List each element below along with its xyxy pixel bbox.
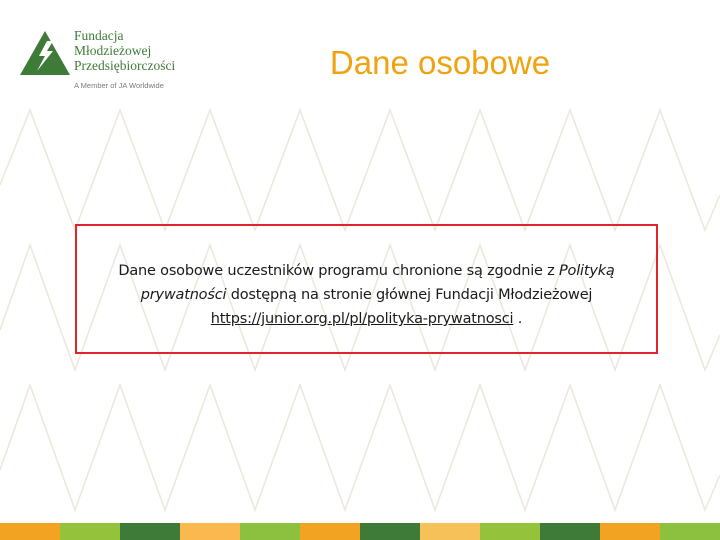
bar-segment — [600, 523, 660, 540]
bar-segment — [180, 523, 240, 540]
privacy-policy-link[interactable]: https://junior.org.pl/pl/polityka-prywatnosci — [210, 311, 514, 327]
logo-line-2: Młodzieżowej — [74, 43, 152, 58]
notice-text-part-1: Dane osobowe uczestników programu chronione są zgodnie z — [118, 263, 559, 279]
bar-segment — [60, 523, 120, 540]
foundation-logo — [20, 28, 200, 94]
bar-segment — [360, 523, 420, 540]
bottom-color-bar — [0, 523, 720, 540]
mountain-logo-icon — [20, 31, 70, 75]
bar-segment — [660, 523, 720, 540]
privacy-notice-box — [75, 224, 658, 354]
privacy-notice-text — [77, 259, 656, 331]
bar-segment — [300, 523, 360, 540]
notice-italic-1: Polityką — [558, 263, 615, 279]
bar-segment — [540, 523, 600, 540]
bar-segment — [0, 523, 60, 540]
logo-wordmark — [74, 28, 175, 73]
notice-text-part-3: . — [513, 311, 523, 327]
bar-segment — [120, 523, 180, 540]
logo-line-1: Fundacja — [74, 28, 124, 43]
logo-tagline: A Member of JA Worldwide — [74, 81, 164, 90]
notice-text-part-2: dostępną na stronie głównej Fundacji Młodzieżowej — [226, 287, 593, 303]
logo-line-3: Przedsiębiorczości — [74, 58, 176, 73]
bar-segment — [420, 523, 480, 540]
page-title: Dane osobowe — [329, 44, 551, 81]
notice-italic-2: prywatności — [140, 287, 227, 303]
bar-segment — [480, 523, 540, 540]
bar-segment — [240, 523, 300, 540]
